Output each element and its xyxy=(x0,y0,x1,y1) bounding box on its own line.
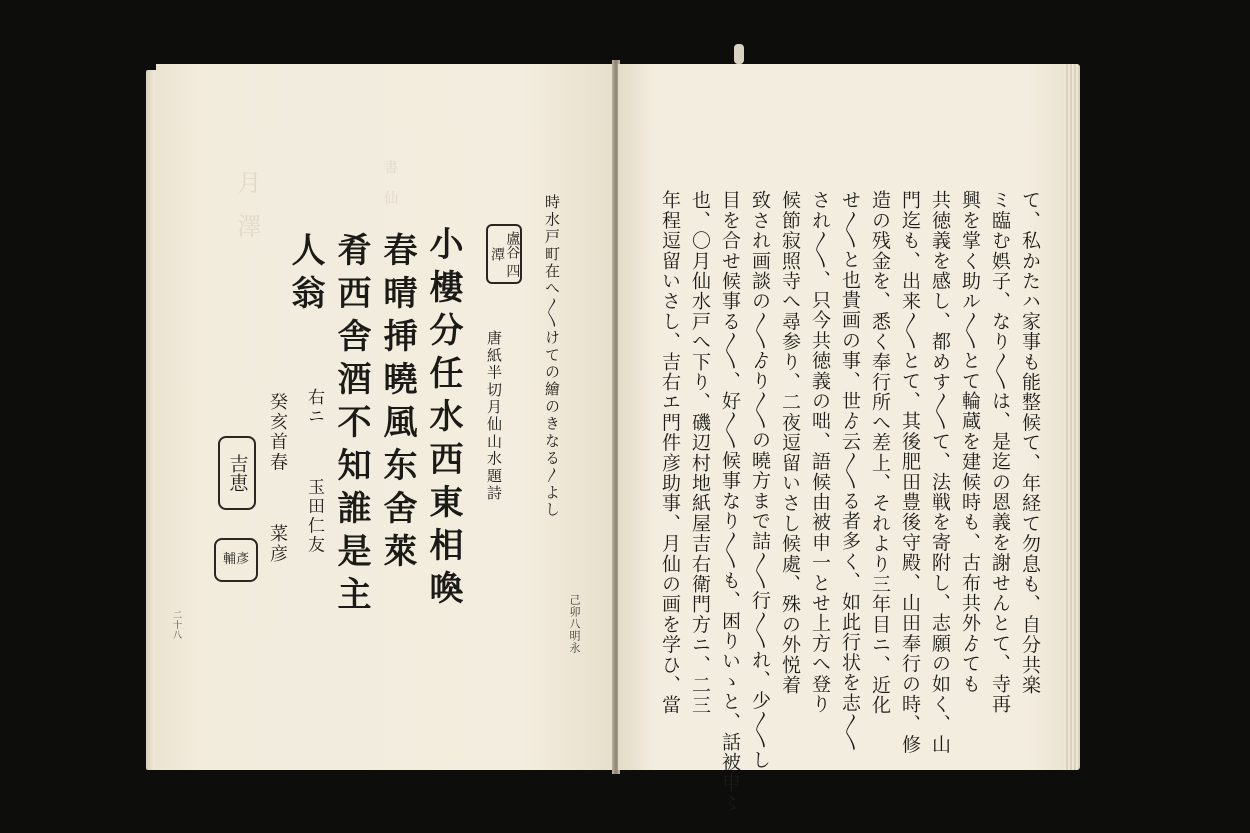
text-column: 共徳義を感し、都めす〳〵て、法戦を寄附し、志願の如く、山 xyxy=(929,190,951,755)
author-suffix: 菜彦 xyxy=(267,524,288,565)
bleed-through: 月 澤 xyxy=(233,170,261,244)
text-column: ミ臨む娯子、なり〳〵は、是迄の恩義を謝せんとて、寺再 xyxy=(989,190,1011,714)
seal-stamp: 輔彥 xyxy=(214,538,258,582)
author-name: 玉田仁友 xyxy=(304,478,324,555)
poem-line: 小樓分任水西東相喚 xyxy=(423,226,463,613)
text-column: され〳〵、只今共徳義の咄、語候由被申一とせ上方へ登り xyxy=(809,190,831,714)
poem-line: 春晴挿曉風东舍萊 xyxy=(377,232,417,576)
title-seal: 盧谷 四潭 xyxy=(486,224,522,284)
text-column: 也、〇月仙水戸へ下り、磯辺村地紙屋吉右衛門方ニ、二三 xyxy=(689,190,711,716)
poem-line: 人翁 xyxy=(285,232,325,318)
binding-thread xyxy=(734,44,744,64)
page-stack-right xyxy=(1062,64,1080,770)
text-column: せ〳〵と也貴画の事、世ゟ云〳〵る者多く、如此行状を志〳〵 xyxy=(839,190,861,752)
text-column: 門迄も、出来〳〵とて、其後肥田豊後守殿、山田奉行の時、修 xyxy=(899,190,921,755)
header-note: 己卯八明永 xyxy=(568,594,581,654)
bleed-through: 書 仙 xyxy=(382,160,398,211)
text-column: 興を掌く助ル〳〵とて輪蔵を建候時も、古布共外ゟても xyxy=(959,190,981,694)
text-column: 造の残金を、悉く奉行所へ差上、それより三年目ニ、近化 xyxy=(869,190,891,716)
date-signature: 癸亥首春 xyxy=(267,392,288,473)
folio-number: 二十八 xyxy=(171,610,181,640)
text-column: 目を合せ候事る〳〵、好〳〵候事なり〳〵も、困りいゝと、話被申〻 xyxy=(719,190,741,813)
text-column: 年程逗留いさし、吉右エ門件彦助事、月仙の画を学ひ、當 xyxy=(659,190,681,716)
poem-line: 肴西舎酒不知誰是主 xyxy=(331,232,371,619)
text-column: て、私かたハ家事も能整候て、年経て勿息も、自分共楽 xyxy=(1019,190,1041,695)
text-column: 致され画談の〳〵ゟり〳〵の曉方まで詰〳〵行〳〵れ、少〳〵し xyxy=(749,190,771,770)
paper-note: 唐紙半切月仙山水題詩 xyxy=(485,330,503,502)
seal-stamp: 吉恵 xyxy=(218,436,256,510)
attribution: 右ニ xyxy=(304,388,324,427)
header-column: 時水戸町在へ〳〵けての繪のきなる〳よし xyxy=(543,194,561,519)
text-column: 候節寂照寺へ尋参り、二夜逗留いさし候處、殊の外悦着 xyxy=(779,190,801,695)
